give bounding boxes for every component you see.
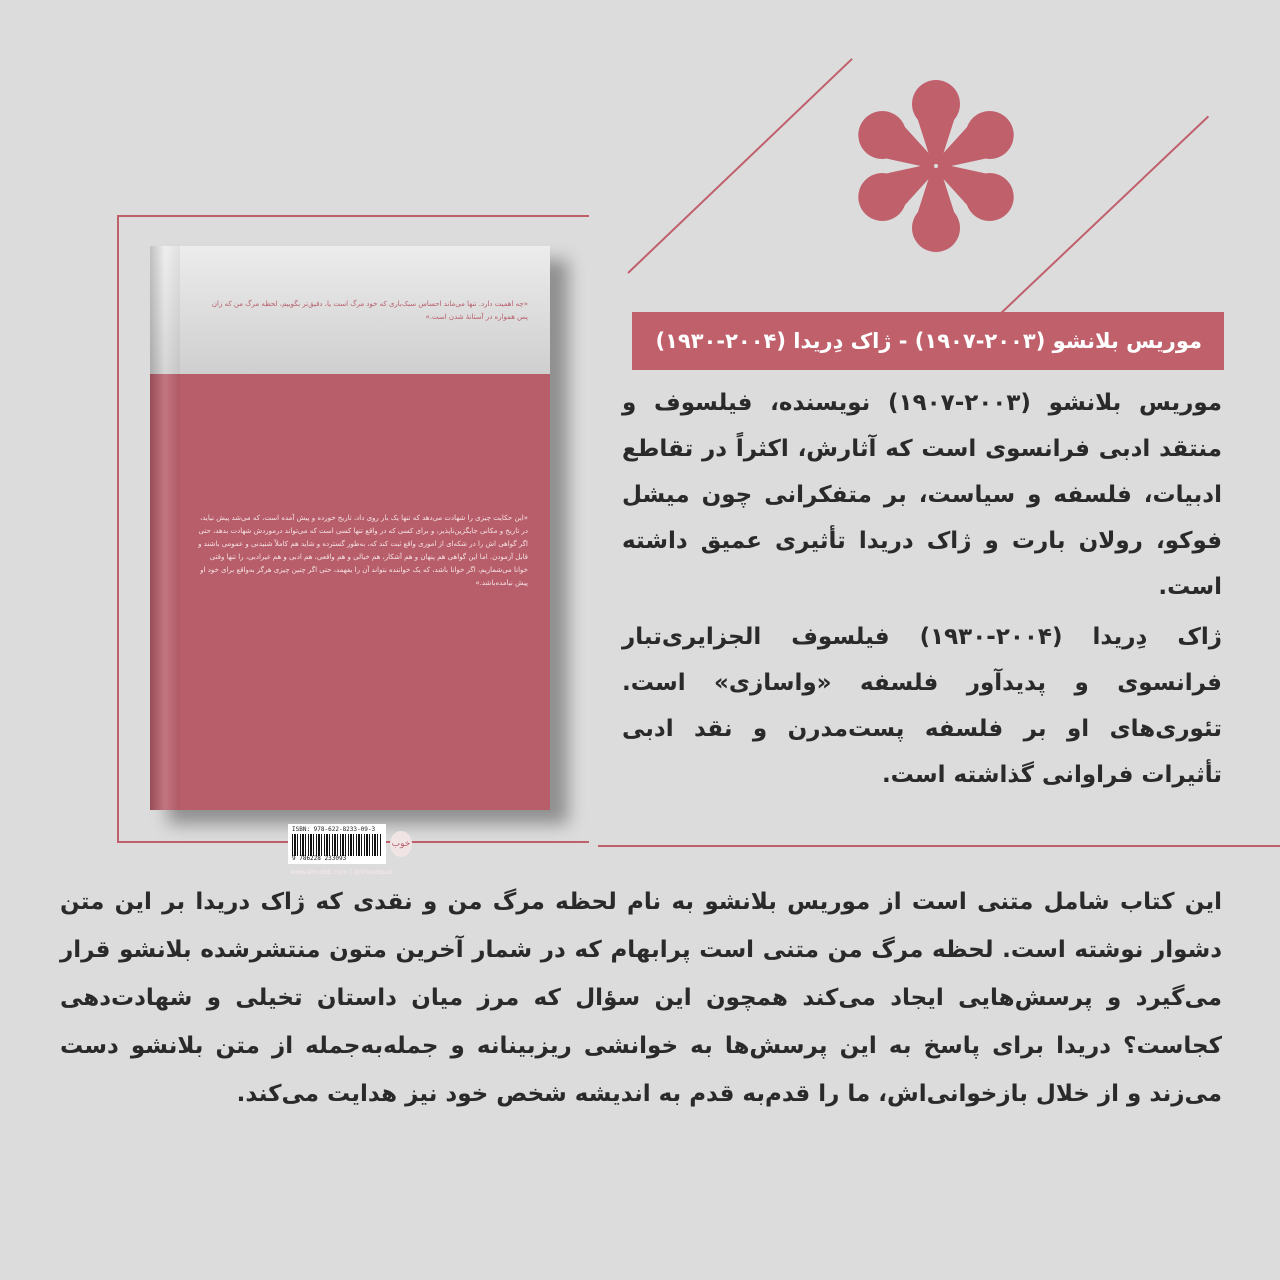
book-summary: این کتاب شامل متنی است از موریس بلانشو به نام لحظه مرگ من و نقدی که ژاک دریدا بر این متن دشوار نوشته است. لحظه مرگ من متنی است پرابهام که در شمار آخرین متون منتشرشده بلانشو قرار می‌گیرد و پرسش‌هایی ایجاد می‌کند همچون این سؤال که مرز میان داستان تخیلی و شهادت‌دهی کجاست؟ دریدا برای پاسخ به این پرسش‌ها به خوانشی ریزبینانه و جمله‌به‌جمله از متن بلانشو دست می‌زند و از خلال بازخوانی‌اش، ما را قدم‌به قدم به اندیشه شخص خود نیز هدایت می‌کند. xyxy=(60,889,1222,1107)
cover-top-panel xyxy=(150,246,550,374)
page-title: موریس بلانشو (۲۰۰۳-۱۹۰۷) - ژاک دِریدا (۲۰۰۴-۱۹۳۰) xyxy=(655,329,1202,353)
heading-banner xyxy=(632,312,1224,370)
cover-quote: «چه اهمیت دارد. تنها می‌ماند احساس سبک‌باری که خود مرگ است یا، دقیق‌تر بگوییم، لحظه مرگ من که زان پس همواره در آستانهٔ شدن است.» xyxy=(211,300,528,321)
barcode-icon xyxy=(292,834,382,856)
spine-shading xyxy=(150,246,180,810)
isbn-digits: 9 786228 233093 xyxy=(292,855,347,862)
bio-derrida: ژاک دِریدا (۲۰۰۴-۱۹۳۰) فیلسوف الجزایری‌تبار فرانسوی و پدیدآور فلسفه «واسازی» است. تئوری‌های او بر فلسفه پست‌مدرن و نقد ادبی تأثیرات فراوانی گذاشته است. xyxy=(622,624,1222,788)
bio-blanchot: موریس بلانشو (۲۰۰۳-۱۹۰۷) نویسنده، فیلسوف و منتقد ادبی فرانسوی است که آثارش، اکثراً در تقاطع ادبیات، فلسفه و سیاست، بر متفکرانی چون میشل فوکو، رولان بارت و ژاک دریدا تأثیری عمیق داشته است. xyxy=(622,390,1223,600)
frame-line-left xyxy=(117,215,119,843)
barcode-box xyxy=(288,824,386,864)
frame-line-top xyxy=(117,215,589,217)
asterisk-ornament xyxy=(836,66,1036,266)
cover-blurb: «این حکایت چیزی را شهادت می‌دهد که تنها یک بار روی داد، تاریخ خورده و پیش آمده است، که می‌شد پیش نیاید، در تاریخ و مکانی جایگزین‌ناپذیر، و برای کسی که در واقع تنها کسی است که می‌تواند درموردش شهادت بدهد، حتی اگر گواهی اش را در شکه‌ای از اموری واقع ثبت کند که، به‌طور گسترده و شاید هم کاملاً شنیدنی و عمومی باشند و قابل آزمودن. اما این گواهی هم پنهان و هم آشکار، هم خیالی و هم واقعی، هم ادبی و هم غیرادبی، را تنها وقتی خوانا می‌شماریم، اگر خوانا باشد، که یک خواننده بتواند آن را بفهمد، حتی اگر چنین چیزی هرگز به‌واقع برای خود او پیش نیامده‌باشد.» xyxy=(198,514,528,587)
isbn-label: ISBN: 978-622-8233-09-3 xyxy=(292,826,376,833)
publisher-logo: خوب xyxy=(390,831,412,857)
decorative-line-top xyxy=(627,58,853,274)
book-back-cover xyxy=(150,246,550,876)
publisher-website: www.khoobb.com | @khoobpub xyxy=(290,868,393,876)
divider-line xyxy=(598,845,1280,847)
cover-bottom-panel xyxy=(150,374,550,876)
